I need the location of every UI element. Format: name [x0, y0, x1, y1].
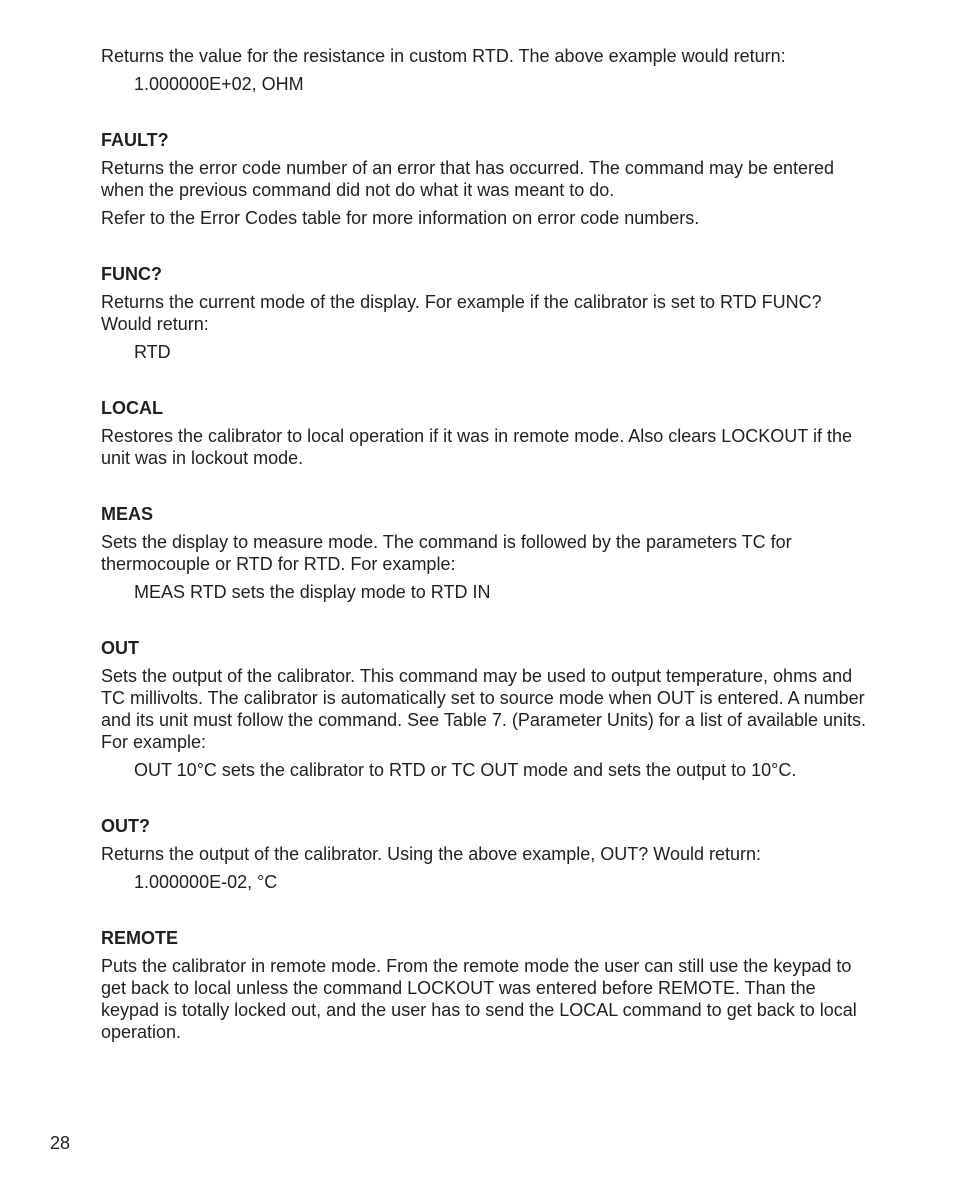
section-paragraph: Restores the calibrator to local operation if it was in remote mode. Also clears LOCKOUT if the unit was in lockout mode.: [101, 426, 852, 468]
section-example: 1.000000E-02, °C: [134, 872, 278, 892]
section-out-query: [101, 815, 871, 893]
section-fault-query: [101, 129, 871, 229]
section-paragraph: Returns the output of the calibrator. Using the above example, OUT? Would return:: [101, 844, 762, 864]
section-heading: REMOTE: [101, 928, 179, 948]
section-paragraph: Returns the current mode of the display. For example if the calibrator is set to RTD FUNC? Would return:: [101, 292, 822, 334]
section-example: OUT 10°C sets the calibrator to RTD or TC OUT mode and sets the output to 10°C.: [134, 760, 797, 780]
section-heading: MEAS: [101, 504, 154, 524]
section-paragraph: Returns the error code number of an error that has occurred. The command may be entered when the previous command did not do what it was meant to do.: [101, 158, 835, 200]
section-heading: LOCAL: [101, 398, 163, 418]
section-out: [101, 637, 871, 781]
intro-paragraph: Returns the value for the resistance in custom RTD. The above example would return:: [101, 46, 786, 66]
section-func-query: [101, 263, 871, 363]
section-example: RTD: [134, 342, 171, 362]
section-example: MEAS RTD sets the display mode to RTD IN: [134, 582, 491, 602]
section-heading: FUNC?: [101, 264, 162, 284]
section-paragraph: Sets the output of the calibrator. This command may be used to output temperature, ohms and TC millivolts. The calibrator is automatically set to source mode when OUT is entered. A number and its unit must follow the command. See Table 7. (Parameter Units) for a list of available units. For example:: [101, 666, 867, 752]
document-body: [101, 45, 871, 1043]
section-local: [101, 397, 871, 469]
section-remote: [101, 927, 871, 1043]
section-paragraph: Refer to the Error Codes table for more information on error code numbers.: [101, 208, 700, 228]
section-paragraph: Puts the calibrator in remote mode. From the remote mode the user can still use the keypad to get back to local unless the command LOCKOUT was entered before REMOTE. Than the keypad is totally locked out, and the user has to send the LOCAL command to get back to local operation.: [101, 956, 857, 1042]
section-paragraph: Sets the display to measure mode. The command is followed by the parameters TC for thermocouple or RTD for RTD. For example:: [101, 532, 792, 574]
intro-block: [101, 45, 871, 95]
section-heading: FAULT?: [101, 130, 169, 150]
section-heading: OUT: [101, 638, 139, 658]
section-meas: [101, 503, 871, 603]
intro-example: 1.000000E+02, OHM: [134, 74, 304, 94]
section-heading: OUT?: [101, 816, 150, 836]
page-number: 28: [50, 1133, 71, 1153]
